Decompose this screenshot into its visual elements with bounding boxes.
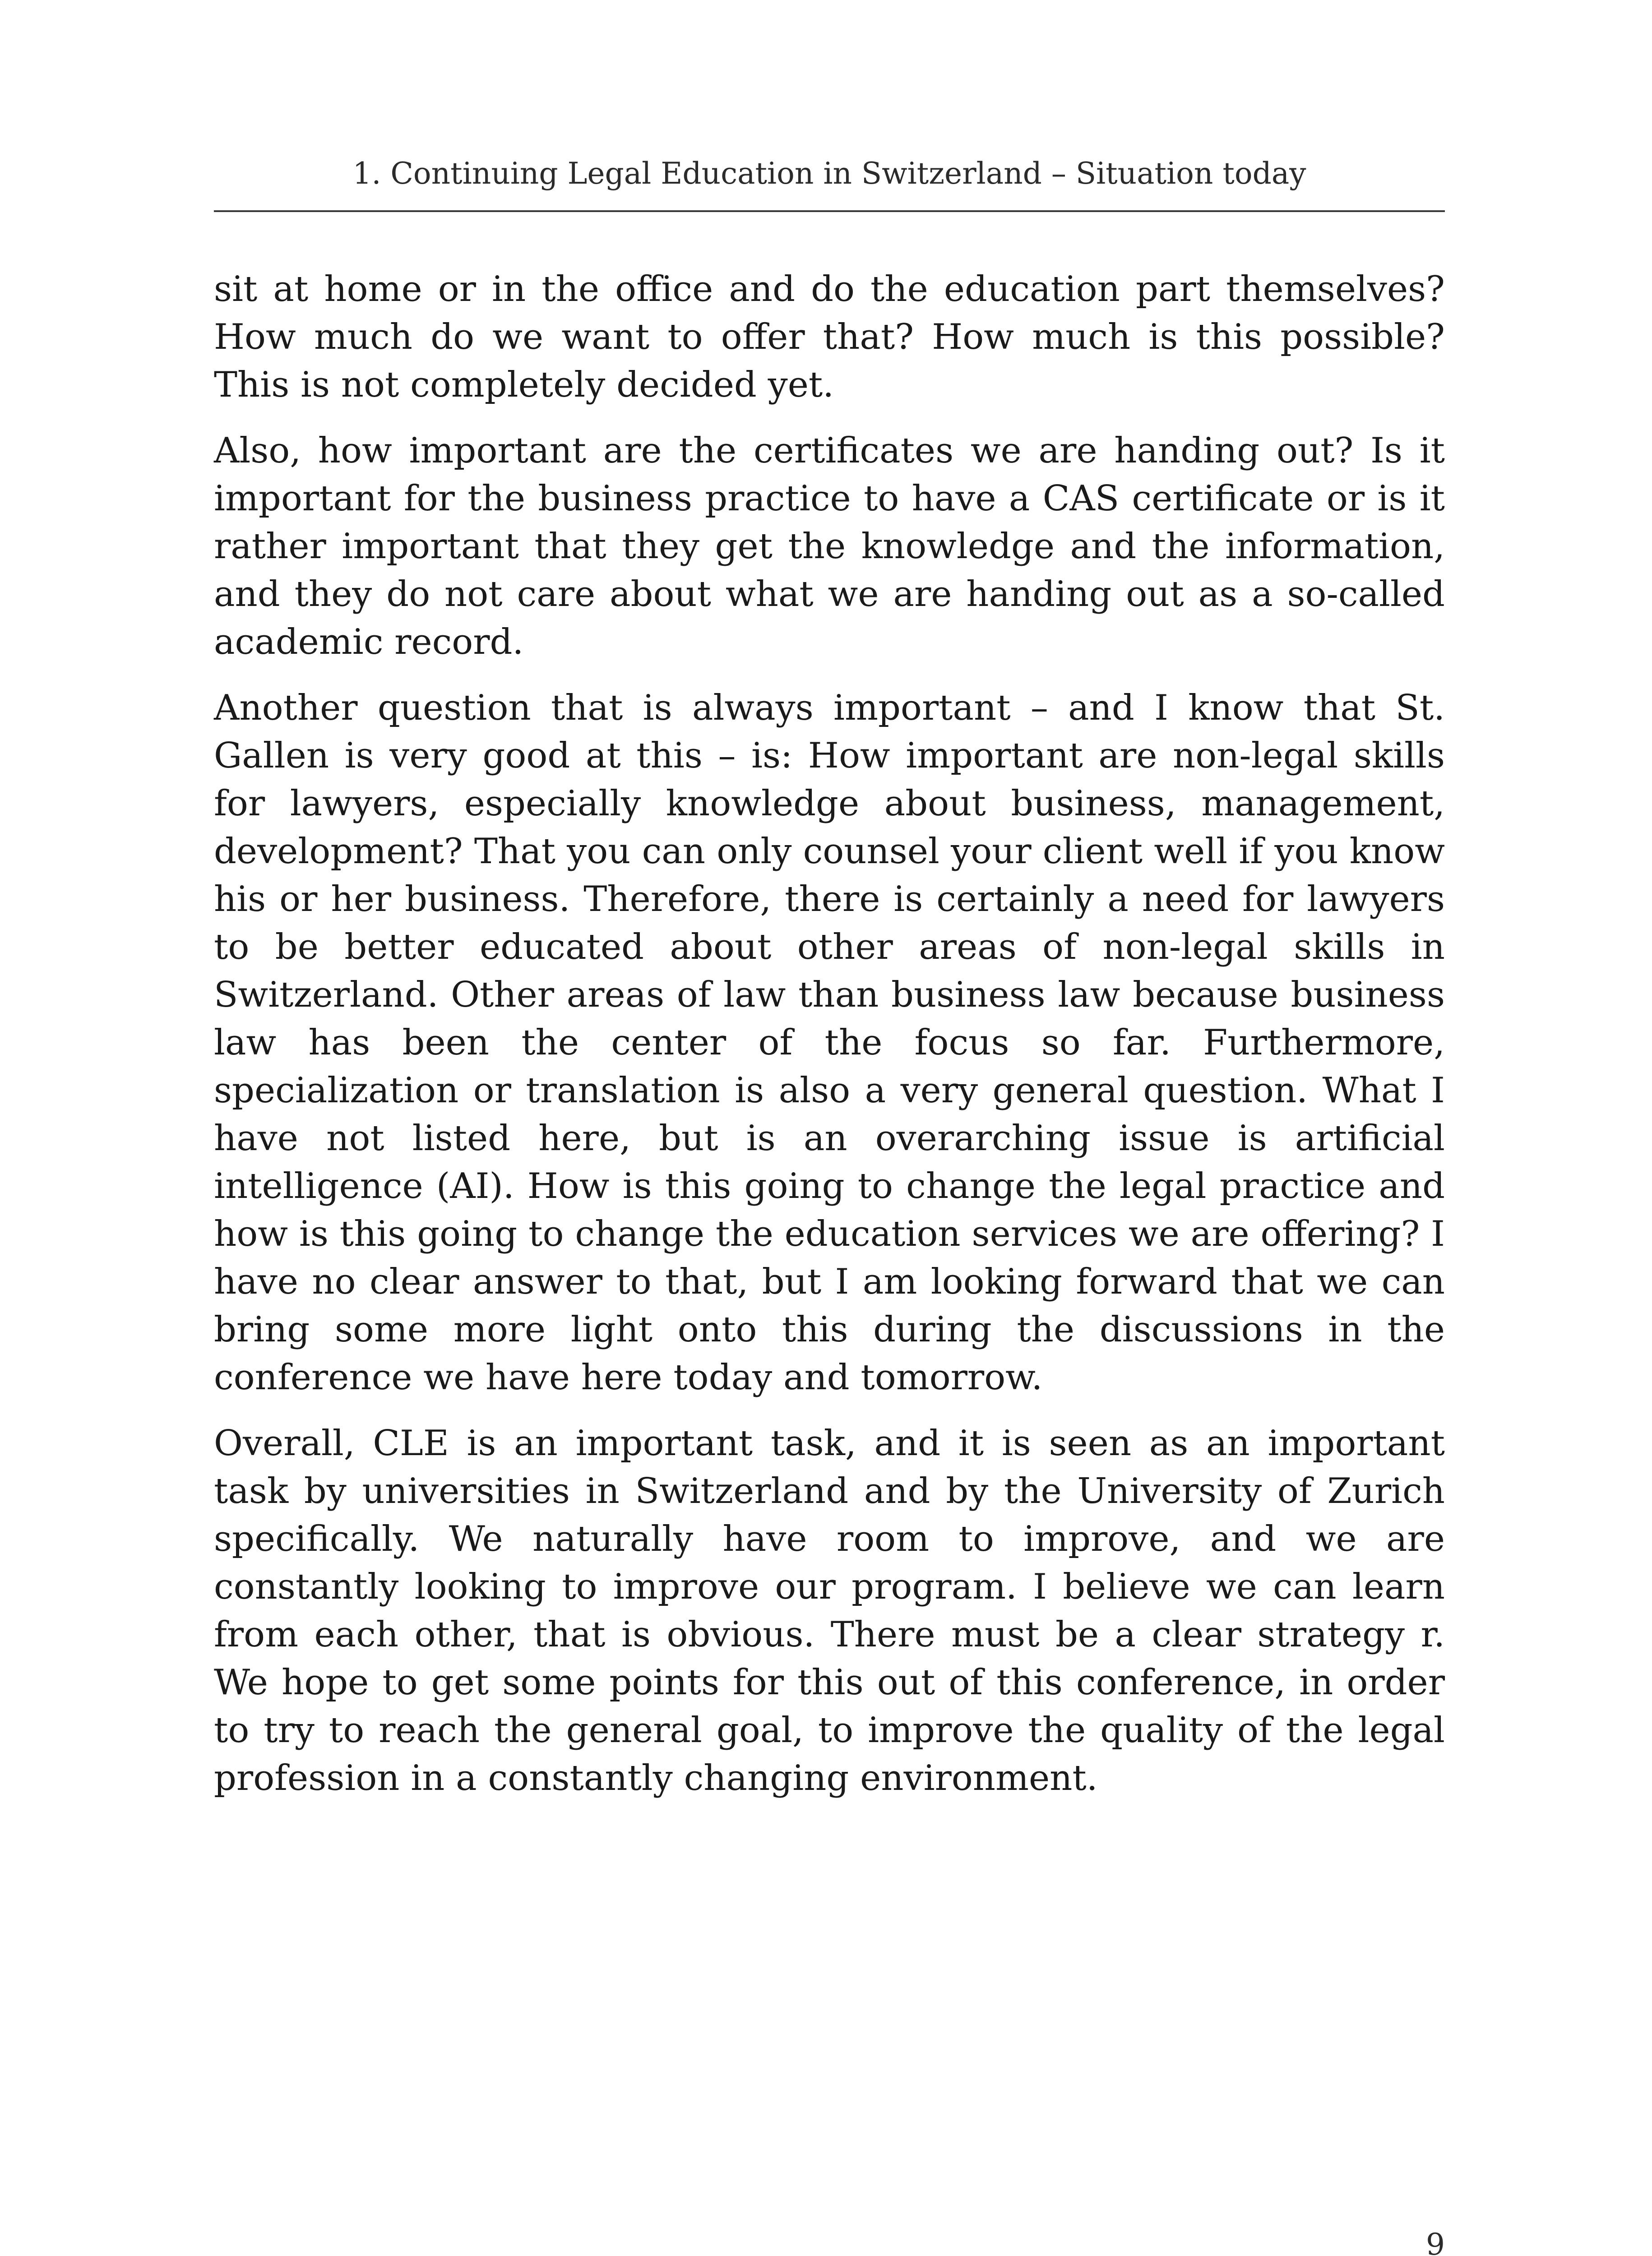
- paragraph: Another question that is always important – and I know that St. Gallen is very good at this – is: How important are non-legal skills for lawyers, especially knowledge about business, management, development? That you can only counsel your client well if you know his or her business. Therefore, there is certainly a need for lawyers to be better educated about other areas of non-legal skills in Switzerland. Other areas of law than business law because business law has been the center of the focus so far. Furthermore, specialization or translation is also a very general question. What I have not listed here, but is an overarching issue is artificial intelligence (AI). How is this going to change the legal practice and how is this going to change the education services we are offering? I have no clear answer to that, but I am looking forward that we can bring some more light onto this during the discussions in the conference we have here today and tomorrow.: [214, 688, 1445, 1398]
- paragraph: sit at home or in the office and do the education part themselves? How much do we want to offer that? How much is this possible? This is not completely decided yet.: [214, 269, 1445, 405]
- page-number: 9: [1426, 2227, 1445, 2256]
- body-text: [214, 265, 1445, 1820]
- paragraph: Overall, CLE is an important task, and it is seen as an important task by universities in Switzerland and by the University of Zurich specifically. We naturally have room to improve, and we are constantly looking to improve our program. I believe we can learn from each other, that is obvious. There must be a clear strategy r. We hope to get some points for this out of this conference, in order to try to reach the general goal, to improve the quality of the legal profession in a constantly changing environment.: [214, 1423, 1445, 1798]
- paragraph: Also, how important are the certificates we are handing out? Is it important for the business practice to have a CAS certificate or is it rather important that they get the knowledge and the information, and they do not care about what we are handing out as a so-called academic record.: [214, 430, 1445, 662]
- header-divider: [214, 210, 1445, 212]
- running-header: 1. Continuing Legal Education in Switzerland – Situation today: [352, 156, 1306, 191]
